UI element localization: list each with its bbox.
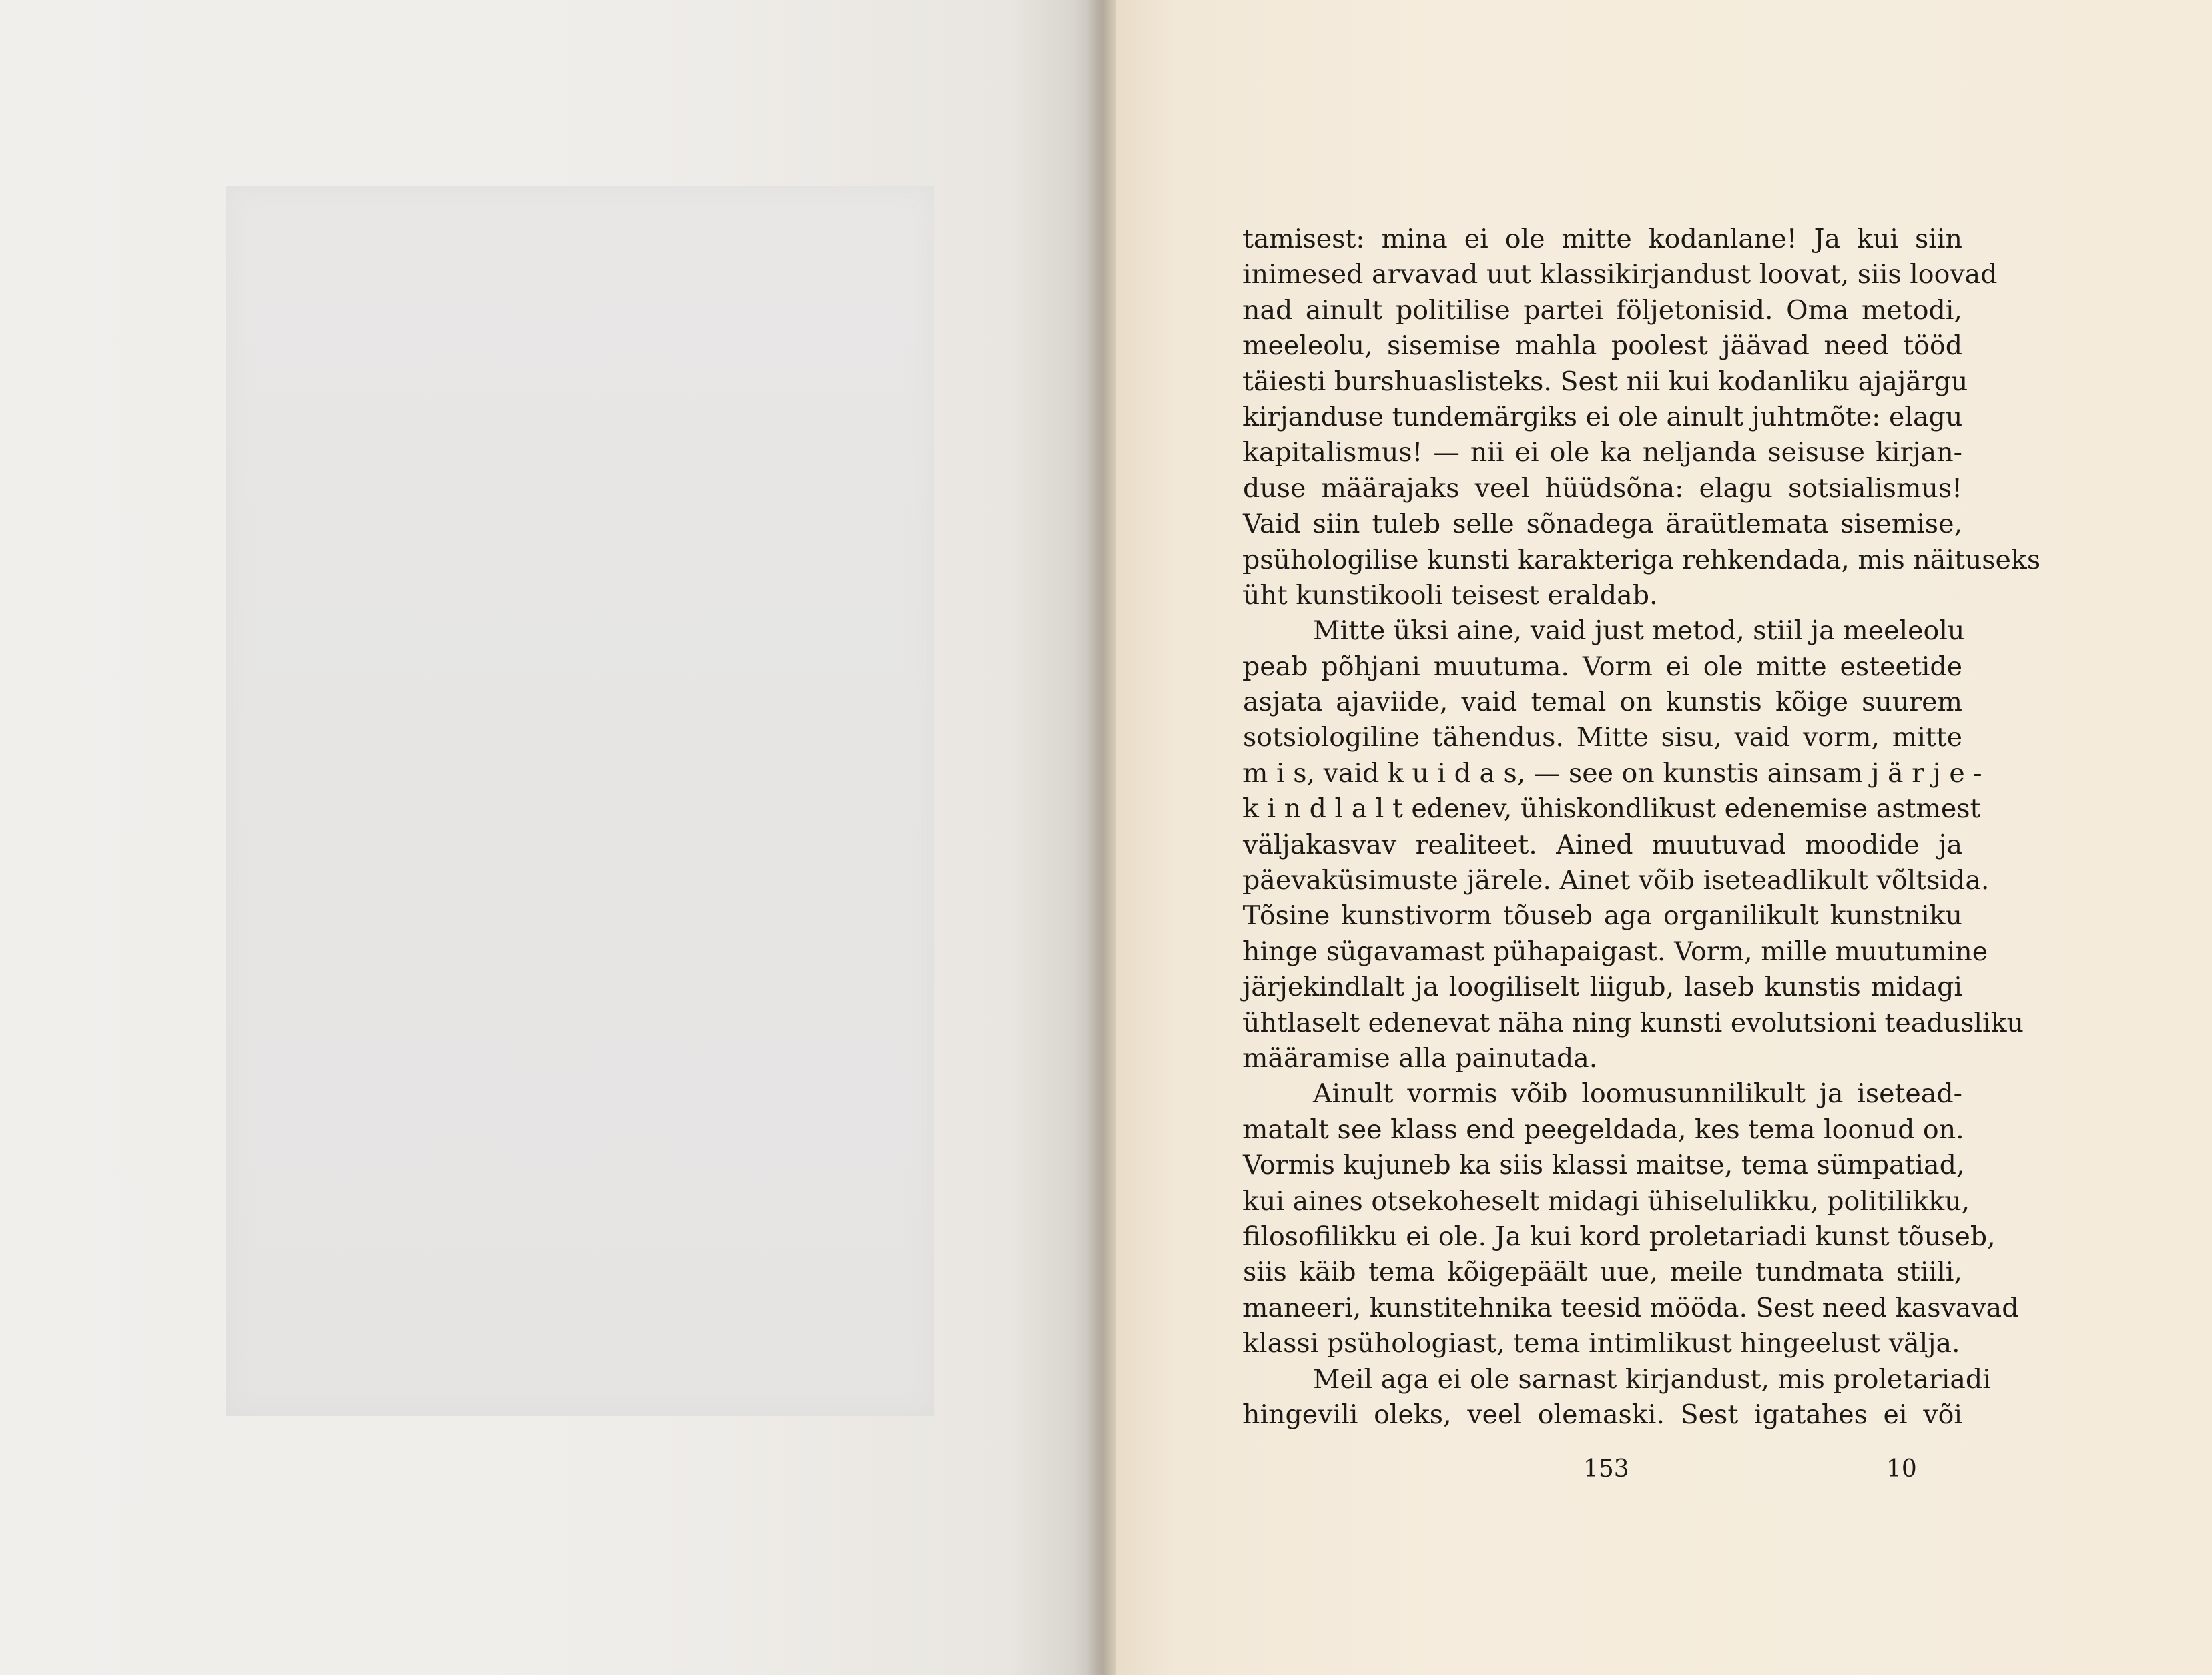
- text-line: kirjanduse tundemärgiks ei ole ainult juhtmõte: elagu: [1243, 401, 1963, 432]
- text-line-paragraph-start: Mitte üksi aine, vaid just metod, stiil ja meeleolu: [1313, 615, 1965, 647]
- text-line: psühologilise kunsti karakteriga rehkendada, mis näituseks: [1243, 544, 2041, 575]
- text-line: nad ainult politilise partei följetonisid. Oma metodi,: [1243, 294, 1962, 326]
- text-line: Tõsine kunstivorm tõuseb aga organilikult kunstniku: [1243, 900, 1962, 932]
- page-number: 153: [1583, 1455, 1629, 1483]
- text-line-paragraph-end: klassi psühologiast, tema intimlikust hingeelust välja.: [1243, 1328, 1960, 1359]
- text-line: täiesti burshuaslisteks. Sest nii kui kodanliku ajajärgu: [1243, 366, 1968, 397]
- body-text: [1243, 222, 2041, 1433]
- text-line: sotsiologiline tähendus. Mitte sisu, vaid vorm, mitte: [1243, 722, 1962, 753]
- signature-mark: 10: [1886, 1455, 1917, 1483]
- text-line: hingevili oleks, veel olemaski. Sest igatahes ei või: [1243, 1399, 1962, 1430]
- text-line-paragraph-start: Ainult vormis võib loomusunnilikult ja isetead-: [1313, 1078, 1962, 1110]
- left-page: [0, 0, 1095, 1675]
- text-line: kui aines otsekoheselt midagi ühiselulikku, politilikku,: [1243, 1185, 1970, 1217]
- text-line: tamisest: mina ei ole mitte kodanlane! Ja kui siin: [1243, 224, 1962, 254]
- text-line: väljakasvav realiteet. Ained muutuvad moodide ja: [1243, 829, 1962, 860]
- text-line: asjata ajaviide, vaid temal on kunstis kõige suurem: [1243, 687, 1962, 718]
- text-line: peab põhjani muutuma. Vorm ei ole mitte esteetide: [1243, 651, 1962, 682]
- text-line: Vaid siin tuleb selle sõnadega äraütlemata sisemise,: [1243, 509, 1962, 540]
- text-line-paragraph-start: Meil aga ei ole sarnast kirjandust, mis proletariadi: [1313, 1363, 1991, 1395]
- text-line: ühtlaselt edenevat näha ning kunsti evolutsioni teadusliku: [1243, 1007, 2024, 1038]
- text-line: meeleolu, sisemise mahla poolest jäävad need tööd: [1243, 330, 1962, 362]
- book-gutter: [1087, 0, 1116, 1675]
- text-line: k i n d l a l t edenev, ühiskondlikust edenemise astmest: [1243, 793, 1981, 825]
- text-line: hinge sügavamast pühapaigast. Vorm, mille muutumine: [1243, 936, 1988, 967]
- text-line: inimesed arvavad uut klassikirjandust loovat, siis loovad: [1243, 259, 1998, 290]
- text-line: matalt see klass end peegeldada, kes tema loonud on.: [1243, 1114, 1964, 1145]
- text-line: duse määrajaks veel hüüdsõna: elagu sotsialismus!: [1243, 472, 1962, 504]
- text-line-paragraph-end: üht kunstikooli teisest eraldab.: [1243, 579, 1658, 611]
- blank-plate-area: [226, 186, 934, 1416]
- text-line-paragraph-end: määramise alla painutada.: [1243, 1042, 1598, 1074]
- text-line: filosofilikku ei ole. Ja kui kord proletariadi kunst tõuseb,: [1243, 1221, 1996, 1252]
- text-line: siis käib tema kõigepäält uue, meile tundmata stiili,: [1243, 1257, 1962, 1288]
- text-line: päevaküsimuste järele. Ainet võib iseteadlikult võltsida.: [1243, 865, 1990, 896]
- text-line: järjekindlalt ja loogiliselt liigub, laseb kunstis midagi: [1243, 972, 1962, 1003]
- text-line: maneeri, kunstitehnika teesid mööda. Sest need kasvavad: [1243, 1292, 2019, 1323]
- text-line: m i s, vaid k u i d a s, — see on kunstis ainsam j ä r j e -: [1243, 757, 1982, 789]
- text-line: kapitalismus! — nii ei ole ka neljanda seisuse kirjan-: [1243, 437, 1962, 468]
- text-line: Vormis kujuneb ka siis klassi maitse, tema sümpatiad,: [1243, 1150, 1965, 1181]
